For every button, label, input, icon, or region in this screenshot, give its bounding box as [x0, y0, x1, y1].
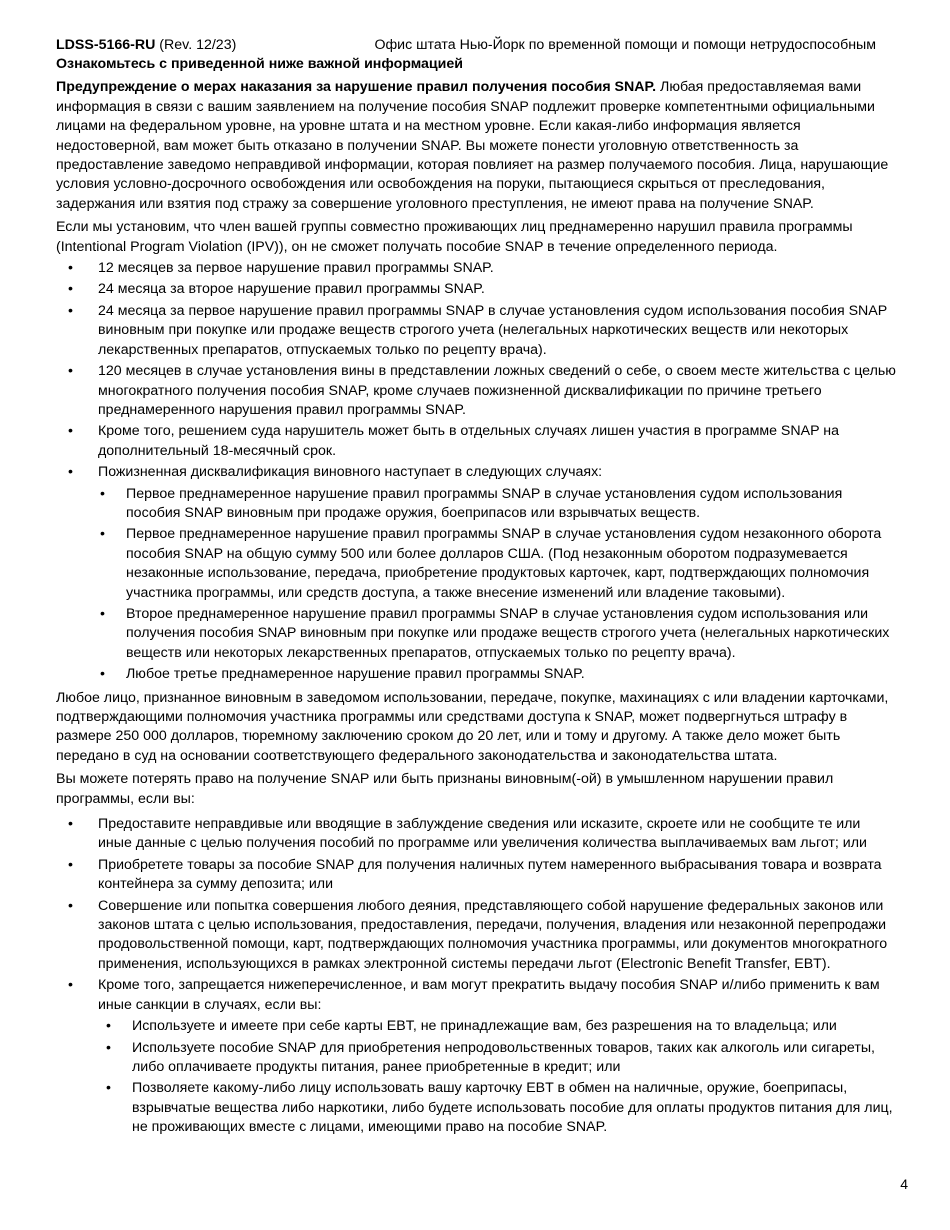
- lifetime-list: [98, 485, 896, 685]
- list-item: • Второе преднамеренное нарушение правил программы SNAP в случае установления судом использования или получения пособия SNAP виновным при покупке или продаже веществ строгого учета (нелегальных наркотических веществ или некоторых лекарственных препаратов, отпускаемых только по рецепту врача).: [98, 605, 896, 663]
- list-item-text: Кроме того, запрещается нижеперечисленное, и вам могут прекратить выдачу пособия SNAP и/либо применить к вам иные санкции в случаях, если вы:: [98, 977, 880, 1013]
- list-item: [56, 463, 896, 684]
- list-item: • Используете пособие SNAP для приобретения непродовольственных товаров, таких как алкоголь или сигареты, либо оплачиваете продукты питания, ранее приобретенные в кредит; или: [98, 1039, 896, 1078]
- list-item: • Любое третье преднамеренное нарушение правил программы SNAP.: [98, 665, 896, 684]
- list-item: [56, 976, 896, 1137]
- list-item: • Используете и имеете при себе карты EBT, не принадлежащие вам, без разрешения на то владельца; или: [98, 1017, 896, 1036]
- list-item: • Первое преднамеренное нарушение правил программы SNAP в случае установления судом использования пособия SNAP виновным при продаже оружия, боеприпасов или взрывчатых веществ.: [98, 485, 896, 524]
- list-item-text: Пожизненная дисквалификация виновного наступает в следующих случаях:: [98, 464, 603, 481]
- ipv-intro: Если мы установим, что член вашей группы совместно проживающих лиц преднамеренно нарушил правила программы (Intentional Program Violation (IPV)), он не сможет получать пособие SNAP в течение определенного периода.: [56, 219, 853, 255]
- form-revision: (Rev. 12/23): [159, 37, 237, 53]
- form-id: [56, 36, 236, 55]
- section-heading: Ознакомьтесь с приведенной ниже важной информацией: [56, 56, 463, 72]
- page-header: [56, 36, 896, 55]
- list-item: • 24 месяца за первое нарушение правил программы SNAP в случае установления судом использования пособия SNAP виновным при покупке или продаже веществ строгого учета (нелегальных наркотических веществ или некоторых лекарственных препаратов, отпускаемых только по рецепту врача).: [56, 302, 896, 360]
- document-page: [56, 36, 896, 1138]
- page-number: 4: [900, 1175, 908, 1192]
- list-item: • 120 месяцев в случае установления вины в представлении ложных сведений о себе, о своем месте жительства с целью многократного получения пособия SNAP, кроме случаев пожизненной дисквалификации по причине третьего преднамеренного нарушения правил программы SNAP.: [56, 362, 896, 420]
- ipv-list: [56, 259, 896, 685]
- list-item: • 12 месяцев за первое нарушение правил программы SNAP.: [56, 259, 896, 278]
- warning-title: Предупреждение о мерах наказания за нарушение правил получения пособия SNAP.: [56, 79, 657, 96]
- warning-text: Любая предоставляемая вами информация в связи с вашим заявлением на получение пособия SNAP подлежит проверке компетентными официальными лицами на федеральном уровне, на уровне штата и на местном уровне. Если какая-либо информация является недостоверной, вам может быть отказано в получении SNAP. Вы можете понести уголовную ответственность за предоставление заведомо неправдивой информации, которая повлияет на размер получаемого пособия. Лица, нарушающие условия условно-досрочного освобождения или освобождения на поруки, пытающиеся скрыться от преследования, задержания или взятия под стражу за совершение уголовного преступления, не имеют права на получение SNAP.: [56, 79, 889, 212]
- penalty-paragraph: Любое лицо, признанное виновным в заведомом использовании, передаче, покупке, махинациях с или владении карточками, подтверждающими полномочия участника программы или средствами доступа к SNAP, может подвергнуться штрафу в размере 250 000 долларов, тюремному заключению сроком до 20 лет, или и тому и другому. А также дело может быть передано в суд на основании соответствующего федерального законодательства и законодательства штата.: [56, 689, 889, 764]
- lose-list: [56, 815, 896, 1138]
- lose-intro: Вы можете потерять право на получение SNAP или быть признаны виновным(-ой) в умышленном нарушении правил программы, если вы:: [56, 771, 834, 807]
- list-item: • Совершение или попытка совершения любого деяния, представляющего собой нарушение федеральных законов или законов штата с целью использования, предоставления, передачи, получения, владения или незаконной перепродажи продовольственной помощи, карт, подтверждающих полномочия участника программы, или документов многократного применения, использующихся в рамках электронной системы передачи льгот (Electronic Benefit Transfer, EBT).: [56, 897, 896, 975]
- list-item: • Позволяете какому-либо лицу использовать вашу карточку EBT в обмен на наличные, оружие, боеприпасы, взрывчатые вещества либо наркотики, либо будете использовать пособие для оплаты продуктов питания для лиц, не проживающих вместе с лицами, имеющими право на пособие SNAP.: [98, 1079, 896, 1137]
- list-item: • 24 месяца за второе нарушение правил программы SNAP.: [56, 280, 896, 299]
- list-item: • Предоставите неправдивые или вводящие в заблуждение сведения или исказите, скроете или не сообщите те или иные данные с целью получения пособий по программе или увеличения количества выплачиваемых вам льгот; или: [56, 815, 896, 854]
- office-name: Офис штата Нью-Йорк по временной помощи и помощи нетрудоспособным: [374, 37, 876, 53]
- warning-paragraph: [56, 78, 896, 214]
- sanction-list: [98, 1017, 896, 1137]
- list-item: • Кроме того, решением суда нарушитель может быть в отдельных случаях лишен участия в программе SNAP на дополнительный 18-месячный срок.: [56, 422, 896, 461]
- form-code: LDSS-5166-RU: [56, 37, 156, 53]
- list-item: • Приобретете товары за пособие SNAP для получения наличных путем намеренного выбрасывания товара и возврата контейнера за сумму депозита; или: [56, 856, 896, 895]
- list-item: • Первое преднамеренное нарушение правил программы SNAP в случае установления судом незаконного оборота пособия SNAP на общую сумму 500 или более долларов США. (Под незаконным оборотом подразумевается незаконные использование, передача, приобретение продуктовых карточек, карт, подтверждающих полномочия участника программы, или средств доступа, а также внесение изменений или владение таковыми).: [98, 525, 896, 603]
